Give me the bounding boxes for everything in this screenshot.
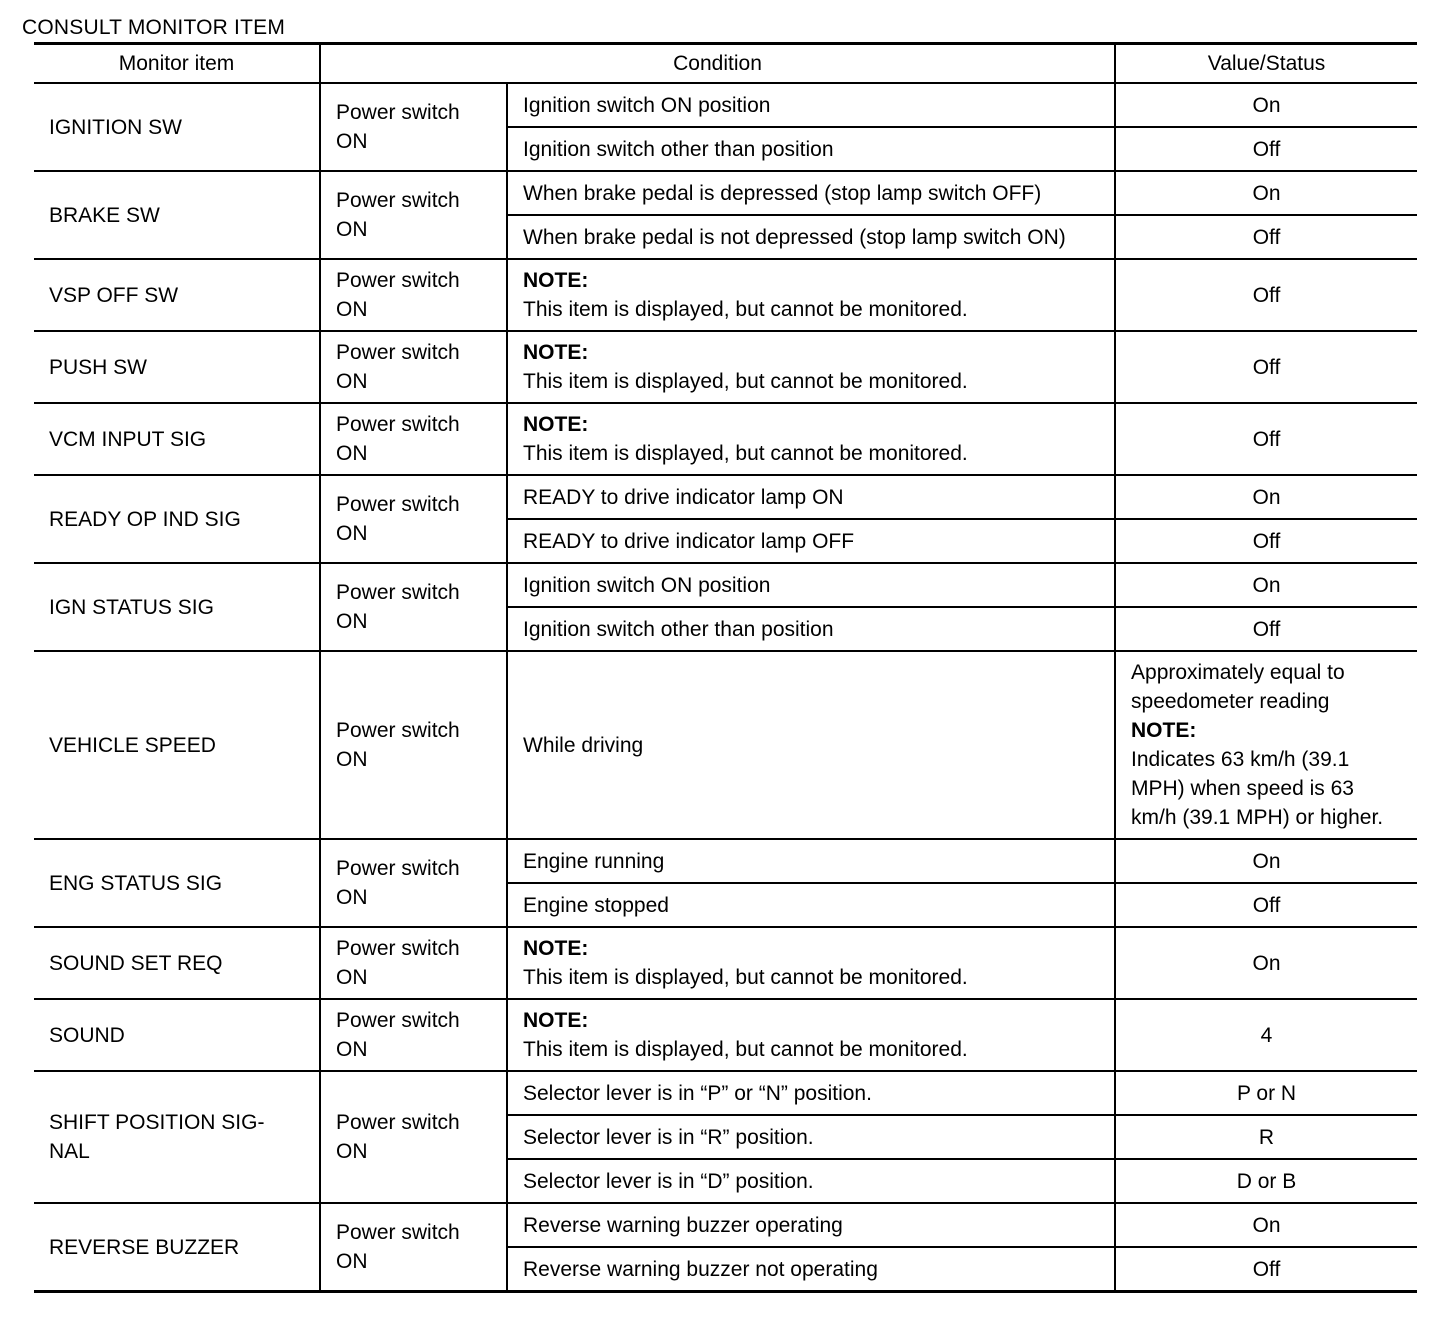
- condition-cell: When brake pedal is depressed (stop lamp switch OFF): [507, 171, 1115, 215]
- condition-cell: Selector lever is in “P” or “N” position.: [507, 1071, 1115, 1115]
- condition-cell: Reverse warning buzzer operating: [507, 1203, 1115, 1247]
- value-cell: On: [1115, 1203, 1417, 1247]
- table-row: [34, 171, 1417, 215]
- note-text: This item is displayed, but cannot be monitored.: [523, 442, 968, 465]
- value-cell: 4: [1115, 999, 1417, 1071]
- note-text: This item is displayed, but cannot be monitored.: [523, 370, 968, 393]
- power-condition: Power switch ON: [320, 171, 507, 259]
- condition-cell: READY to drive indicator lamp OFF: [507, 519, 1115, 563]
- condition-cell: Selector lever is in “D” position.: [507, 1159, 1115, 1203]
- table-row: [34, 651, 1417, 839]
- value-cell: Off: [1115, 127, 1417, 171]
- power-condition: Power switch ON: [320, 927, 507, 999]
- note-cell: [507, 999, 1115, 1071]
- note-label: NOTE:: [523, 1009, 589, 1032]
- note-label: NOTE:: [523, 269, 589, 292]
- value-cell: Off: [1115, 1247, 1417, 1292]
- note-label: NOTE:: [523, 341, 589, 364]
- monitor-item: SHIFT POSITION SIG-NAL: [34, 1071, 320, 1203]
- value-note-text: Indicates 63 km/h (39.1 MPH) when speed is 63 km/h (39.1 MPH) or higher.: [1131, 748, 1384, 829]
- note-label: NOTE:: [1131, 719, 1197, 742]
- condition-cell: Engine running: [507, 839, 1115, 883]
- power-condition: Power switch ON: [320, 839, 507, 927]
- monitor-item: VSP OFF SW: [34, 259, 320, 331]
- condition-cell: When brake pedal is not depressed (stop lamp switch ON): [507, 215, 1115, 259]
- table-row: [34, 1071, 1417, 1115]
- table-row: [34, 563, 1417, 607]
- consult-monitor-table: [34, 42, 1417, 1293]
- power-condition: Power switch ON: [320, 999, 507, 1071]
- value-cell: Off: [1115, 259, 1417, 331]
- monitor-item: VEHICLE SPEED: [34, 651, 320, 839]
- value-cell: Off: [1115, 883, 1417, 927]
- value-cell: On: [1115, 475, 1417, 519]
- value-cell: P or N: [1115, 1071, 1417, 1115]
- note-cell: [507, 259, 1115, 331]
- table-row: [34, 331, 1417, 403]
- value-cell: D or B: [1115, 1159, 1417, 1203]
- power-condition: Power switch ON: [320, 651, 507, 839]
- note-label: NOTE:: [523, 937, 589, 960]
- condition-cell: Ignition switch ON position: [507, 83, 1115, 127]
- condition-cell: READY to drive indicator lamp ON: [507, 475, 1115, 519]
- value-cell: Off: [1115, 607, 1417, 651]
- value-cell: On: [1115, 563, 1417, 607]
- condition-cell: Reverse warning buzzer not operating: [507, 1247, 1115, 1292]
- monitor-item: PUSH SW: [34, 331, 320, 403]
- value-cell: On: [1115, 83, 1417, 127]
- value-cell: On: [1115, 927, 1417, 999]
- table-row: [34, 475, 1417, 519]
- monitor-item: READY OP IND SIG: [34, 475, 320, 563]
- power-condition: Power switch ON: [320, 259, 507, 331]
- note-cell: [507, 331, 1115, 403]
- value-main-text: Approximately equal to speedometer reading: [1131, 661, 1345, 713]
- table-row: [34, 403, 1417, 475]
- power-condition: Power switch ON: [320, 1071, 507, 1203]
- monitor-item: IGN STATUS SIG: [34, 563, 320, 651]
- table-row: [34, 83, 1417, 127]
- header-condition: Condition: [320, 44, 1115, 84]
- power-condition: Power switch ON: [320, 403, 507, 475]
- monitor-item: SOUND SET REQ: [34, 927, 320, 999]
- table-row: [34, 999, 1417, 1071]
- monitor-item: VCM INPUT SIG: [34, 403, 320, 475]
- condition-cell: Ignition switch other than position: [507, 607, 1115, 651]
- monitor-item: ENG STATUS SIG: [34, 839, 320, 927]
- page-title: CONSULT MONITOR ITEM: [22, 16, 286, 39]
- table-row: [34, 1203, 1417, 1247]
- note-text: This item is displayed, but cannot be monitored.: [523, 966, 968, 989]
- monitor-item: REVERSE BUZZER: [34, 1203, 320, 1292]
- power-condition: Power switch ON: [320, 83, 507, 171]
- condition-cell: Engine stopped: [507, 883, 1115, 927]
- header-monitor-item: Monitor item: [34, 44, 320, 84]
- value-cell: [1115, 651, 1417, 839]
- table-row: [34, 839, 1417, 883]
- power-condition: Power switch ON: [320, 1203, 507, 1292]
- value-cell: On: [1115, 171, 1417, 215]
- monitor-item: BRAKE SW: [34, 171, 320, 259]
- header-row: [34, 44, 1417, 84]
- table-row: [34, 927, 1417, 999]
- condition-cell: Ignition switch ON position: [507, 563, 1115, 607]
- monitor-item: IGNITION SW: [34, 83, 320, 171]
- value-cell: Off: [1115, 519, 1417, 563]
- note-cell: [507, 403, 1115, 475]
- header-value-status: Value/Status: [1115, 44, 1417, 84]
- value-cell: Off: [1115, 403, 1417, 475]
- condition-cell: While driving: [507, 651, 1115, 839]
- condition-cell: Ignition switch other than position: [507, 127, 1115, 171]
- power-condition: Power switch ON: [320, 563, 507, 651]
- condition-cell: Selector lever is in “R” position.: [507, 1115, 1115, 1159]
- note-text: This item is displayed, but cannot be monitored.: [523, 1038, 968, 1061]
- note-cell: [507, 927, 1115, 999]
- note-label: NOTE:: [523, 413, 589, 436]
- table-row: [34, 259, 1417, 331]
- note-text: This item is displayed, but cannot be monitored.: [523, 298, 968, 321]
- monitor-item: SOUND: [34, 999, 320, 1071]
- value-cell: Off: [1115, 215, 1417, 259]
- value-cell: Off: [1115, 331, 1417, 403]
- power-condition: Power switch ON: [320, 331, 507, 403]
- value-cell: On: [1115, 839, 1417, 883]
- value-cell: R: [1115, 1115, 1417, 1159]
- power-condition: Power switch ON: [320, 475, 507, 563]
